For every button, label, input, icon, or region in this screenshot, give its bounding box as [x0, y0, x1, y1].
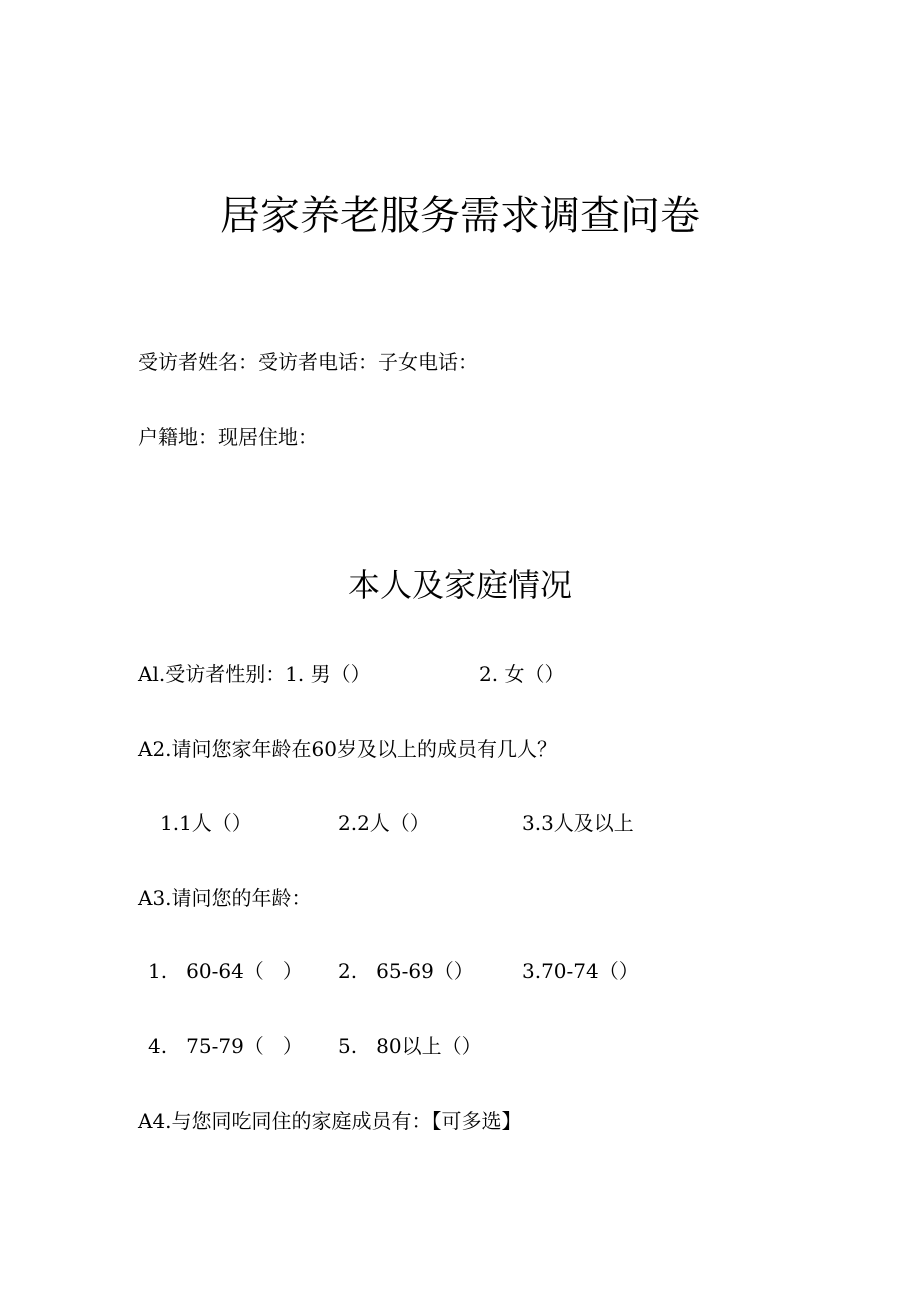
- question-a3: A3.请问您的年龄：: [138, 886, 312, 910]
- question-a1: Al.受访者性别：1. 男（）: [138, 662, 371, 686]
- questionnaire-title: 居家养老服务需求调查问卷: [220, 193, 700, 239]
- question-a3-option-5: 5. 80以上（）: [338, 1034, 482, 1058]
- question-a2-option-3: 3.3人及以上: [522, 811, 634, 835]
- residence-line: 户籍地：现居住地：: [138, 425, 318, 449]
- question-a3-option-3: 3.70-74（）: [522, 959, 639, 983]
- question-a2-option-1: 1.1人（）: [160, 811, 252, 835]
- section-title: 本人及家庭情况: [347, 566, 572, 604]
- respondent-contact-line: 受访者姓名：受访者电话：子女电话：: [138, 350, 478, 374]
- question-a3-option-2: 2. 65-69（）: [338, 959, 474, 983]
- question-a4: A4.与您同吃同住的家庭成员有：【可多选】: [138, 1109, 522, 1133]
- question-a1-option-2: 2. 女（）: [479, 662, 565, 686]
- question-a3-option-4: 4. 75-79（ ）: [148, 1034, 303, 1058]
- question-a2-option-2: 2.2人（）: [338, 811, 430, 835]
- question-a2: A2.请问您家年龄在60岁及以上的成员有几人？: [138, 737, 557, 761]
- question-a3-option-1: 1. 60-64（ ）: [148, 959, 303, 983]
